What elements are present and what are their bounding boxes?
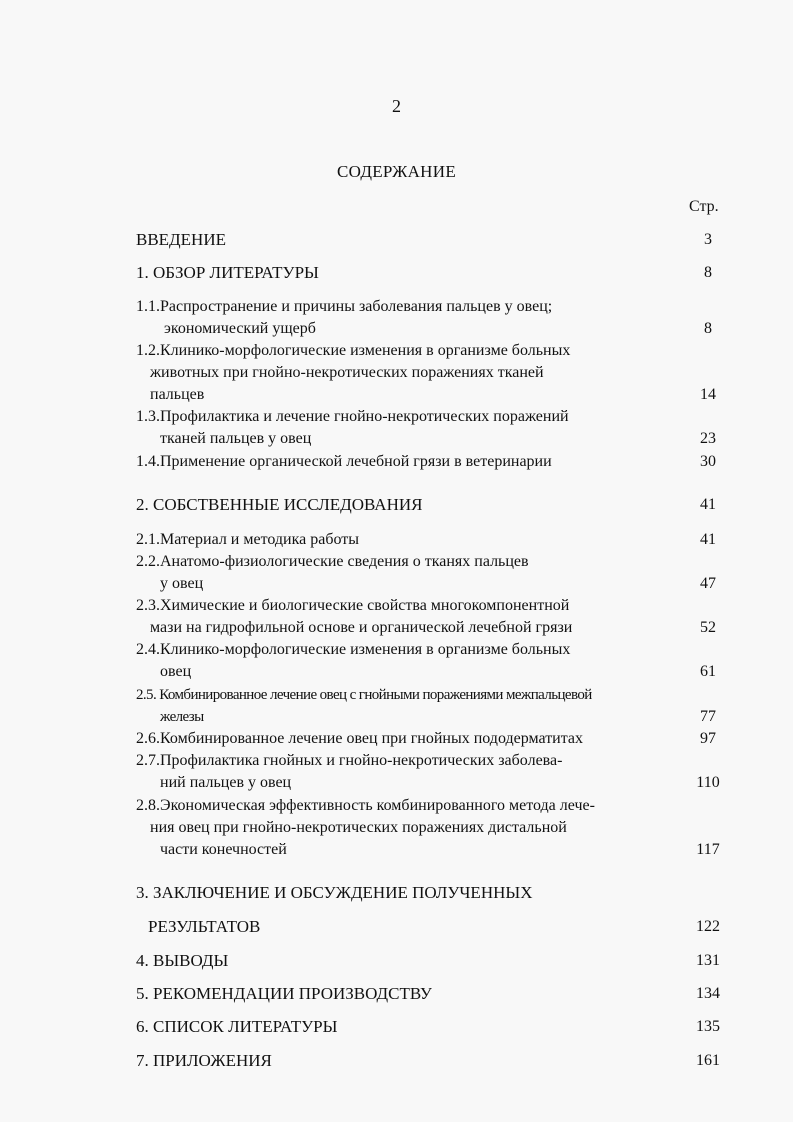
toc-page-number: 135 <box>696 1018 720 1035</box>
toc-entry-1-4 <box>136 451 552 473</box>
toc-entry-chapter-5 <box>136 983 432 1005</box>
toc-entry-text: 2.8.Экономическая эффективность комбинированного метода лече- <box>136 797 595 814</box>
toc-entry-text: 6. СПИСОК ЛИТЕРАТУРЫ <box>136 1017 338 1036</box>
toc-entry-2-7 <box>136 750 562 794</box>
toc-page-number: 77 <box>700 708 716 725</box>
toc-entry-text: 2.7.Профилактика гнойных и гнойно-некротических заболева- <box>136 752 563 769</box>
toc-entry-text: овец <box>160 663 192 680</box>
toc-entry-text: 2.4.Клинико-морфологические изменения в организме больных <box>136 641 571 658</box>
toc-entry-text: части конечностей <box>160 841 287 858</box>
toc-page-number: 117 <box>696 841 720 858</box>
toc-entry-text: РЕЗУЛЬТАТОВ <box>148 917 261 936</box>
toc-entry-introduction <box>136 229 226 251</box>
page-number: 2 <box>392 96 401 116</box>
toc-entry-2-2 <box>136 551 529 595</box>
page-column-header: Стр. <box>689 198 719 215</box>
toc-page-number: 14 <box>700 386 716 403</box>
toc-page-number: 110 <box>696 774 720 791</box>
toc-entry-text: 1.3.Профилактика и лечение гнойно-некротических поражений <box>136 408 569 425</box>
toc-entry-text: ния овец при гнойно-некротических поражениях дистальной <box>150 819 567 836</box>
toc-entry-text: железы <box>160 709 204 725</box>
toc-entry-text: 4. ВЫВОДЫ <box>136 951 229 970</box>
toc-entry-chapter-7 <box>136 1050 272 1072</box>
toc-entry-1-3 <box>136 406 569 450</box>
toc-entry-text: ВВЕДЕНИЕ <box>136 230 226 249</box>
toc-entry-2-8 <box>136 795 595 861</box>
toc-entry-chapter-4 <box>136 950 228 972</box>
toc-entry-2-3 <box>136 595 572 639</box>
toc-page-number: 161 <box>696 1052 720 1069</box>
toc-entry-text: 2.2.Анатомо-физиологические сведения о тканях пальцев <box>136 553 529 570</box>
toc-entry-2-1 <box>136 529 359 551</box>
toc-entry-text: 7. ПРИЛОЖЕНИЯ <box>136 1051 272 1070</box>
toc-entry-2-4 <box>136 639 570 683</box>
toc-page-number: 47 <box>700 575 716 592</box>
toc-page-number: 8 <box>704 264 712 281</box>
toc-entry-chapter-3-continued <box>148 916 260 938</box>
toc-entry-text: 5. РЕКОМЕНДАЦИИ ПРОИЗВОДСТВУ <box>136 984 432 1003</box>
toc-entry-chapter-3 <box>136 882 532 904</box>
toc-entry-chapter-1 <box>136 262 319 284</box>
toc-page-number: 3 <box>704 231 712 248</box>
toc-entry-text: 1.2.Клинико-морфологические изменения в организме больных <box>136 342 571 359</box>
toc-page-number: 30 <box>700 453 716 470</box>
toc-entry-text: тканей пальцев у овец <box>160 430 312 447</box>
toc-entry-2-6 <box>136 728 583 750</box>
toc-entry-chapter-2 <box>136 494 422 516</box>
toc-page-number: 23 <box>700 430 716 447</box>
toc-entry-text: 1.1.Распространение и причины заболевания пальцев у овец; <box>136 298 553 315</box>
toc-entry-2-5 <box>136 684 592 728</box>
toc-title: СОДЕРЖАНИЕ <box>336 162 457 181</box>
toc-entry-chapter-6 <box>136 1016 337 1038</box>
toc-page-number: 97 <box>700 730 716 747</box>
toc-entry-1-1 <box>136 296 552 340</box>
toc-page-number: 8 <box>704 320 712 337</box>
toc-entry-text: 1. ОБЗОР ЛИТЕРАТУРЫ <box>136 263 319 282</box>
toc-page-number: 122 <box>696 918 720 935</box>
toc-page-number: 52 <box>700 619 716 636</box>
toc-entry-text: 3. ЗАКЛЮЧЕНИЕ И ОБСУЖДЕНИЕ ПОЛУЧЕННЫХ <box>136 883 533 902</box>
toc-entry-text: у овец <box>160 575 204 592</box>
toc-entry-text: мази на гидрофильной основе и органической лечебной грязи <box>150 619 573 636</box>
toc-entry-text: 2.6.Комбинированное лечение овец при гнойных пододерматитах <box>136 730 584 747</box>
toc-entry-text: экономический ущерб <box>164 320 316 337</box>
toc-page-number: 131 <box>696 952 720 969</box>
toc-page-number: 61 <box>700 663 716 680</box>
toc-entry-text: 2.3.Химические и биологические свойства многокомпонентной <box>136 597 570 614</box>
toc-entry-text: ний пальцев у овец <box>160 774 292 791</box>
toc-entry-text: пальцев <box>150 386 205 403</box>
toc-entry-text: животных при гнойно-некротических поражениях тканей <box>150 364 544 381</box>
toc-entry-text: 1.4.Применение органической лечебной грязи в ветеринарии <box>136 453 552 470</box>
toc-entry-text: 2.1.Материал и методика работы <box>136 531 360 548</box>
toc-entry-text: 2. СОБСТВЕННЫЕ ИССЛЕДОВАНИЯ <box>136 495 423 514</box>
toc-page-number: 134 <box>696 985 720 1002</box>
toc-entry-1-2 <box>136 340 570 406</box>
toc-entry-text: 2.5. Комбинированное лечение овец с гнойными поражениями межпальцевой <box>136 687 592 703</box>
toc-page-number: 41 <box>700 531 716 548</box>
toc-page-number: 41 <box>700 496 716 513</box>
